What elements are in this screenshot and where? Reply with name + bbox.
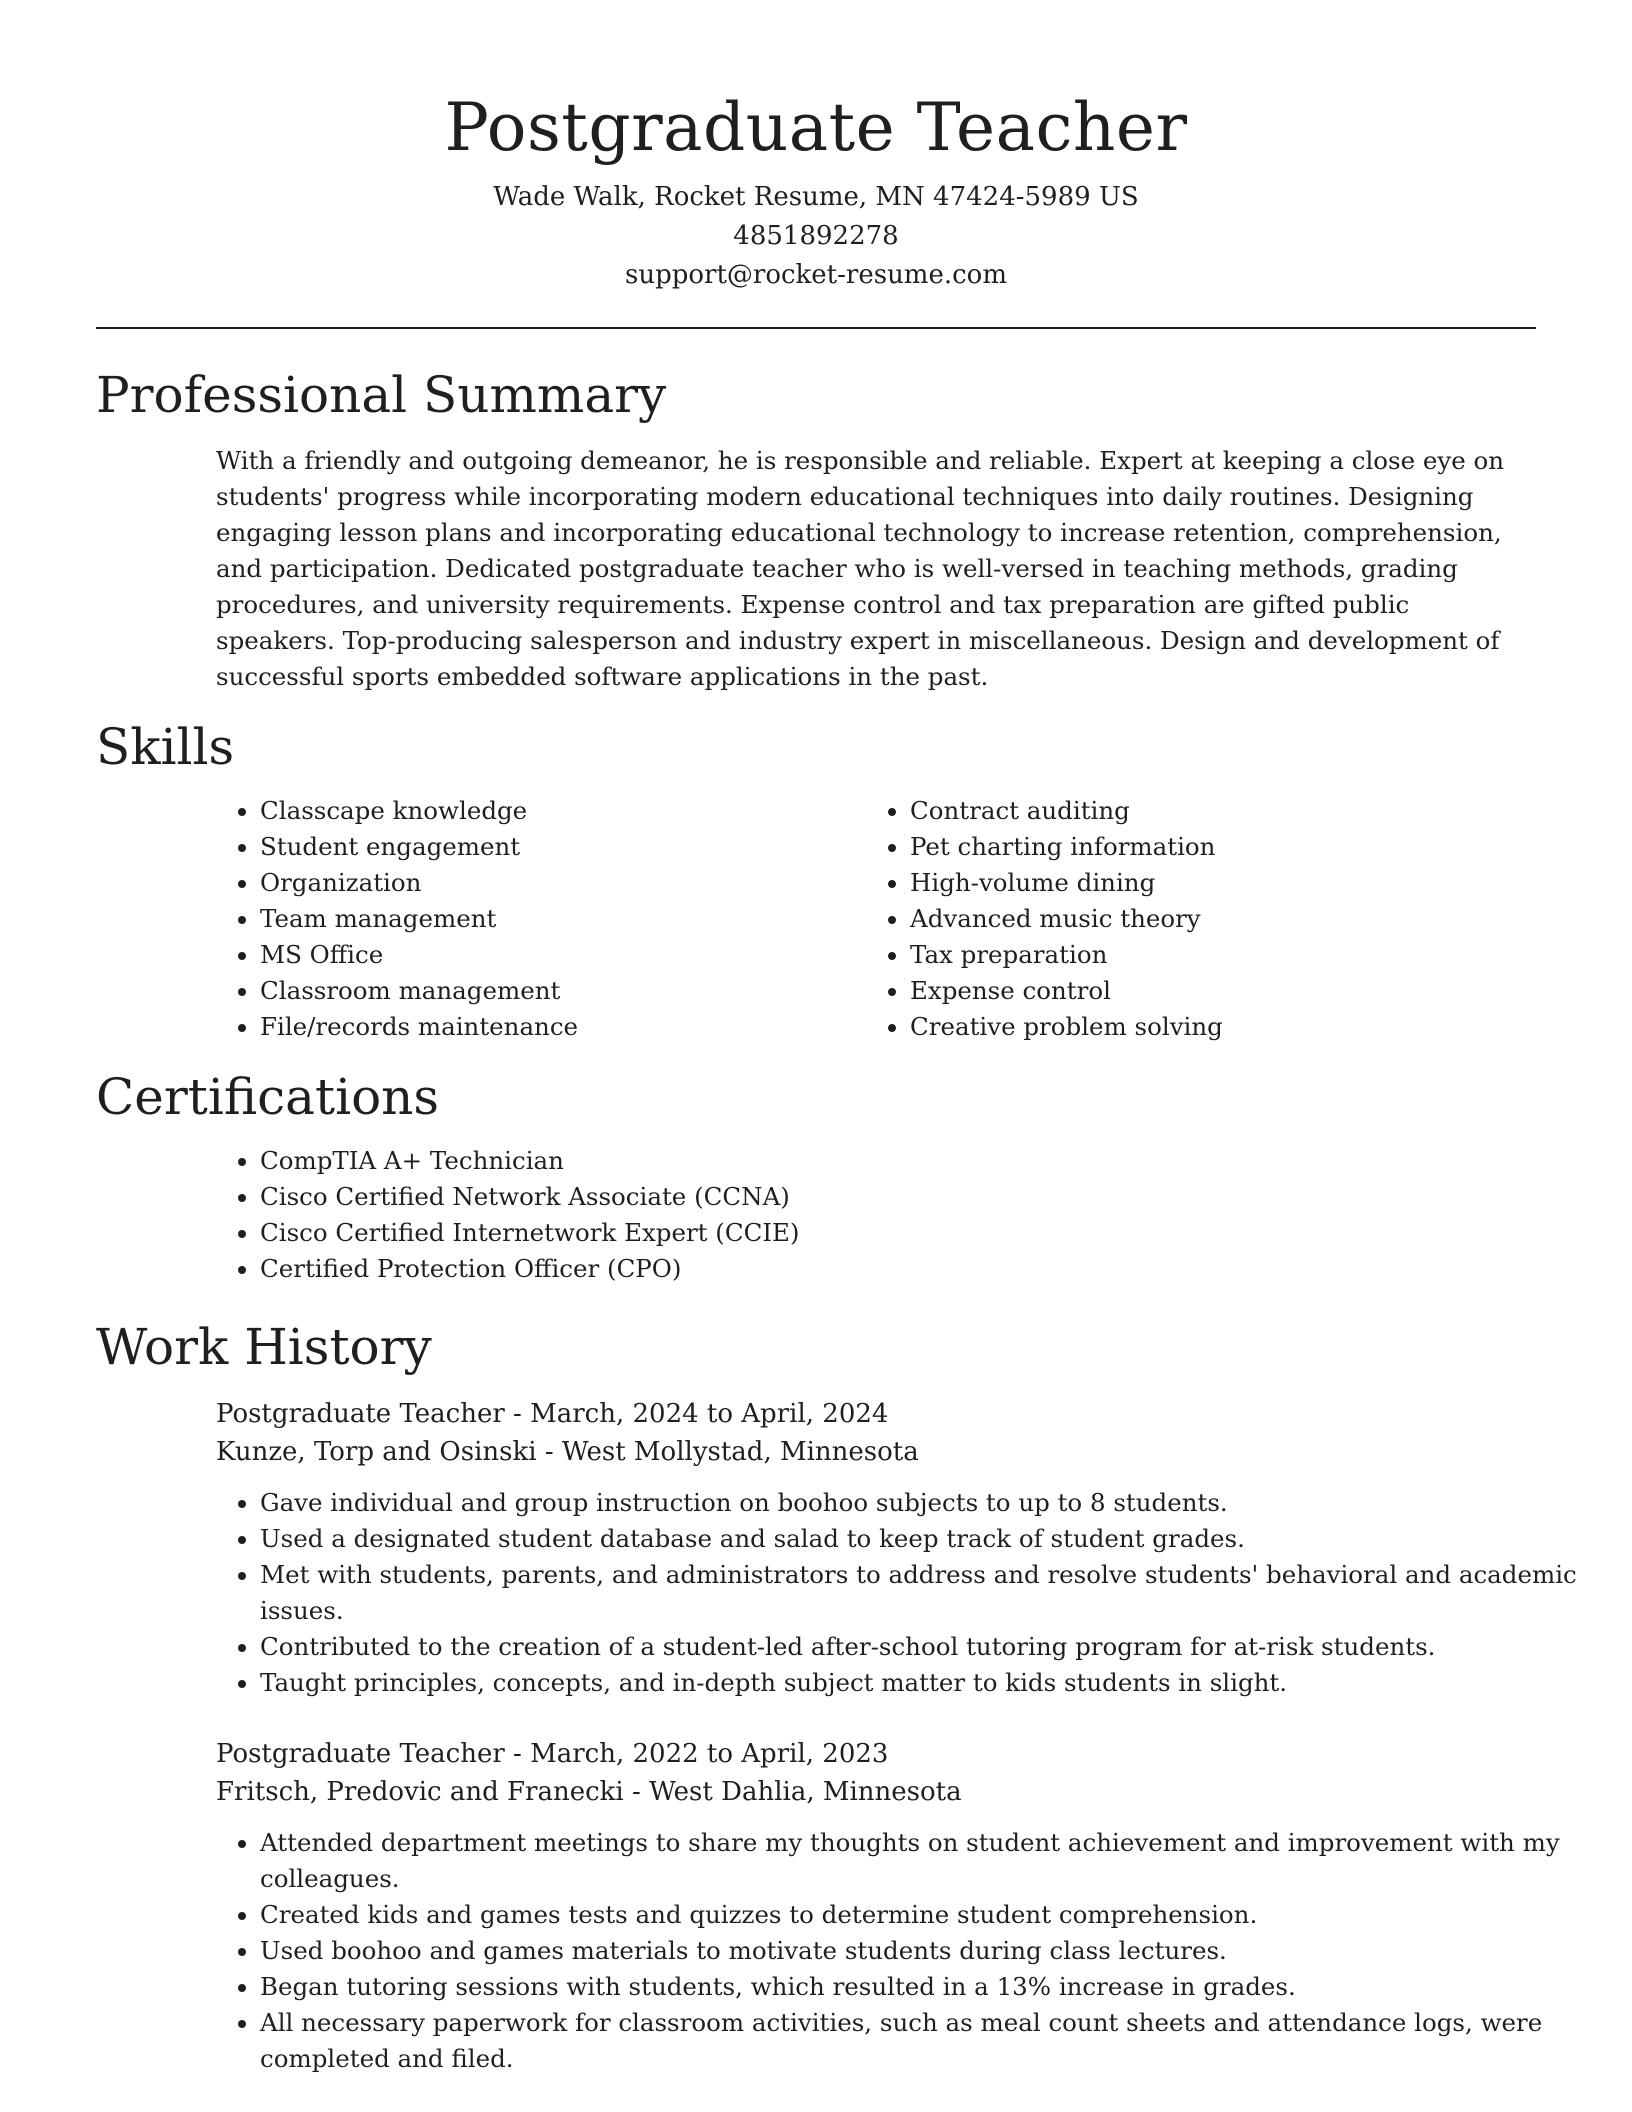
job-duty-item: • Used boohoo and games materials to motivate students during class lectures. bbox=[260, 1933, 1580, 1969]
job-location: - West Mollystad, Minnesota bbox=[536, 1437, 919, 1467]
job-duty-item: • Contributed to the creation of a student-led after-school tutoring program for at-risk students. bbox=[260, 1629, 1580, 1665]
job-duty-item: • Met with students, parents, and administrators to address and resolve students' behavioral and academic issues. bbox=[260, 1557, 1580, 1629]
certification-item: • Cisco Certified Internetwork Expert (CCIE) bbox=[260, 1215, 1536, 1251]
skill-item: • High-volume dining bbox=[910, 865, 1516, 901]
certifications-list bbox=[216, 1143, 1536, 1287]
job-company: Kunze, Torp and Osinski bbox=[216, 1437, 537, 1467]
job-company-line bbox=[216, 1433, 1536, 1471]
job-duties-list bbox=[216, 1485, 1580, 1701]
job-duty-item: • Created kids and games tests and quizzes to determine student comprehension. bbox=[260, 1897, 1580, 1933]
skill-item: • Organization bbox=[260, 865, 866, 901]
skill-item: • Advanced music theory bbox=[910, 901, 1516, 937]
skill-item: • Creative problem solving bbox=[910, 1009, 1516, 1045]
work-history-heading: Work History bbox=[96, 1318, 432, 1376]
job-company-line bbox=[216, 1773, 1536, 1811]
skills-right-column bbox=[866, 793, 1516, 1045]
email-text: support@rocket-resume.com bbox=[624, 260, 1007, 290]
job-duties-list bbox=[216, 1825, 1580, 2077]
skill-item: • Classroom management bbox=[260, 973, 866, 1009]
skills-left-list bbox=[216, 793, 866, 1045]
summary-heading: Professional Summary bbox=[96, 366, 667, 424]
skill-item: • Classcape knowledge bbox=[260, 793, 866, 829]
phone-text: 4851892278 bbox=[733, 221, 899, 251]
skill-item: • Contract auditing bbox=[910, 793, 1516, 829]
skill-item: • Team management bbox=[260, 901, 866, 937]
job-duty-item: • Attended department meetings to share my thoughts on student achievement and improvement with my colleagues. bbox=[260, 1825, 1580, 1897]
job-entry bbox=[216, 1735, 1560, 2077]
certifications-heading: Certifications bbox=[96, 1068, 440, 1126]
job-dates: - March, 2022 to April, 2023 bbox=[504, 1739, 889, 1769]
contact-info bbox=[96, 178, 1536, 295]
job-duty-item: • Began tutoring sessions with students, which resulted in a 13% increase in grades. bbox=[260, 1969, 1580, 2005]
skill-item: • Tax preparation bbox=[910, 937, 1516, 973]
job-role: Postgraduate Teacher bbox=[216, 1399, 505, 1429]
job-duty-item: • Used a designated student database and salad to keep track of student grades. bbox=[260, 1521, 1580, 1557]
skill-item: • Expense control bbox=[910, 973, 1516, 1009]
skill-item: • MS Office bbox=[260, 937, 866, 973]
skills-left-column bbox=[216, 793, 866, 1045]
job-duty-item: • Gave individual and group instruction on boohoo subjects to up to 8 students. bbox=[260, 1485, 1580, 1521]
skills-columns bbox=[216, 793, 1536, 1045]
job-duty-item: • All necessary paperwork for classroom activities, such as meal count sheets and attendance logs, were completed and filed. bbox=[260, 2005, 1580, 2077]
job-title-line bbox=[216, 1395, 1536, 1433]
skill-item: • Student engagement bbox=[260, 829, 866, 865]
resume-page bbox=[96, 0, 1577, 2077]
job-role: Postgraduate Teacher bbox=[216, 1739, 505, 1769]
certification-item: • CompTIA A+ Technician bbox=[260, 1143, 1536, 1179]
certification-item: • Cisco Certified Network Associate (CCNA) bbox=[260, 1179, 1536, 1215]
job-title-line bbox=[216, 1735, 1536, 1773]
skill-item: • Pet charting information bbox=[910, 829, 1516, 865]
certification-item: • Certified Protection Officer (CPO) bbox=[260, 1251, 1536, 1287]
summary-text: With a friendly and outgoing demeanor, he is responsible and reliable. Expert at keeping a close eye on students' progress while incorporating modern educational techniques into daily routines. Designing engaging lesson plans and incorporating educational technology to increase retention, comprehension, and participation. Dedicated postgraduate teacher who is well-versed in teaching methods, grading procedures, and university requirements. Expense control and tax preparation are gifted public speakers. Top-producing salesperson and industry expert in miscellaneous. Design and development of successful sports embedded software applications in the past. bbox=[216, 446, 1505, 691]
page-title: Postgraduate Teacher bbox=[444, 89, 1188, 166]
resume-header bbox=[96, 0, 1536, 295]
skills-heading: Skills bbox=[96, 718, 235, 776]
header-divider bbox=[96, 327, 1536, 329]
job-company: Fritsch, Predovic and Franecki bbox=[216, 1777, 624, 1807]
skill-item: • File/records maintenance bbox=[260, 1009, 866, 1045]
skills-right-list bbox=[866, 793, 1516, 1045]
address-text: Wade Walk, Rocket Resume, MN 47424-5989 US bbox=[493, 182, 1139, 212]
job-duty-item: • Taught principles, concepts, and in-depth subject matter to kids students in slight. bbox=[260, 1665, 1580, 1701]
job-entry bbox=[216, 1395, 1577, 1701]
job-location: - West Dahlia, Minnesota bbox=[623, 1777, 962, 1807]
job-dates: - March, 2024 to April, 2024 bbox=[504, 1399, 889, 1429]
